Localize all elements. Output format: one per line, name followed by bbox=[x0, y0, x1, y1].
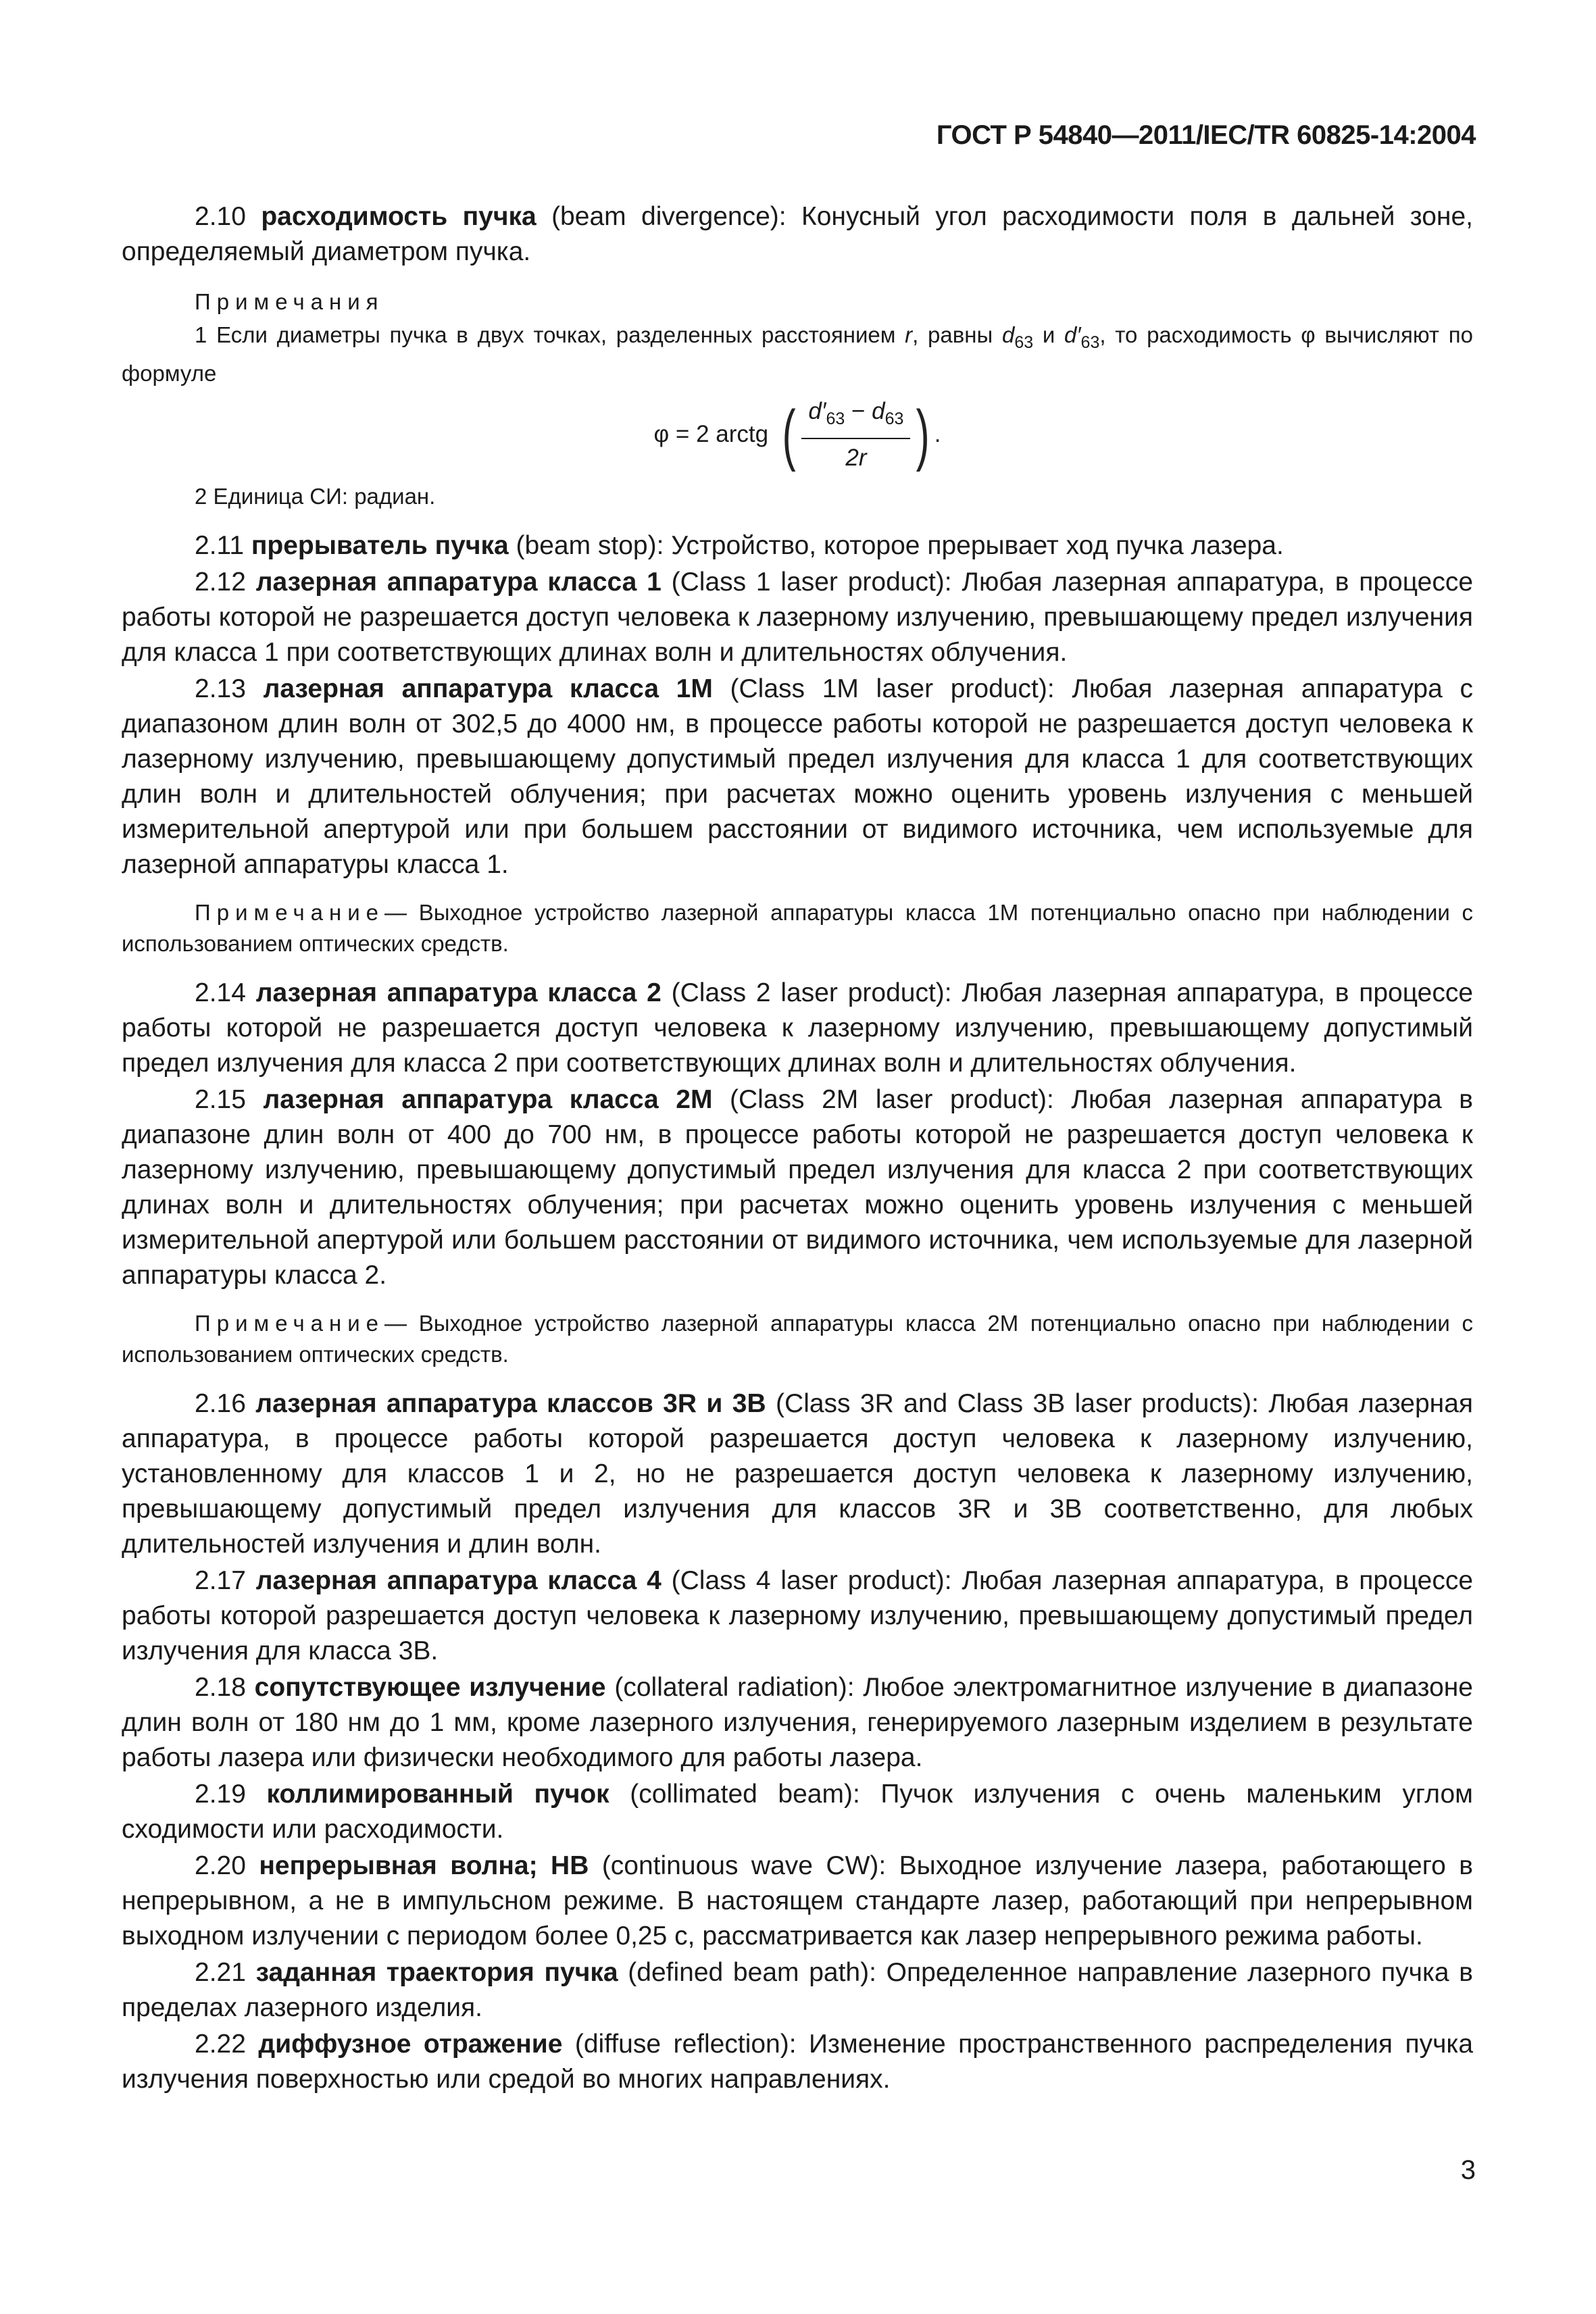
definition: (beam divergence): Конусный угол расходимости поля в дальней зоне, определяемый диаметром пучка. bbox=[122, 202, 1473, 266]
clause-2-22: 2.22 диффузное отражение (diffuse reflection): Изменение пространственного распределения пучка излучения поверхностью или средой во многих направлениях. bbox=[122, 2030, 1474, 2094]
fraction-numerator: $d'_{63} - d_{63}$ bbox=[801, 394, 910, 439]
note-clause-2-15: Примечание— Выходное устройство лазерной аппаратуры класса 2М потенциально опасно при наблюдении с использованием оптических средств. bbox=[122, 1311, 1473, 1367]
note-2: 2 Единица СИ: радиан. bbox=[195, 484, 436, 509]
document-header: ГОСТ Р 54840—2011/IEC/TR 60825-14:2004 bbox=[936, 120, 1476, 150]
clause-2-14: 2.14 лазерная аппаратура класса 2 (Class 2 laser product): Любая лазерная аппаратура, в процессе работы которой не разрешается доступ человека к лазерному излучению, превышающему допустимый предел излучения для класса 2 при соответствующих длинах волн и длительностях облучения. bbox=[122, 978, 1474, 1078]
notes-heading: Примечания bbox=[195, 289, 384, 314]
clause-2-21: 2.21 заданная траектория пучка (defined beam path): Определенное направление лазерного пучка в пределах лазерного изделия. bbox=[122, 1958, 1473, 2022]
clause-2-13: 2.13 лазерная аппаратура класса 1М (Class 1M laser product): Любая лазерная аппаратура с диапазоном длин волн от 302,5 до 4000 нм, в процессе работы которой не разрешается доступ человека к лазерному излучению, превышающему допустимый предел излучения для класса 1 для соответствующих длин волн и длительностей облучения; при расчетах можно оценить уровень излучения с меньшей измерительной апертурой или при большем расстоянии от видимого источника, чем используемые для лазерной аппаратуры класса 1. bbox=[122, 674, 1473, 879]
clause-2-12: 2.12 лазерная аппаратура класса 1 (Class 1 laser product): Любая лазерная аппаратура, в процессе работы которой не разрешается доступ человека к лазерному излучению, превышающему предел излучения для класса 1 при соответствующих длинах волн и длительностях облучения. bbox=[122, 568, 1474, 667]
clause-2-15: 2.15 лазерная аппаратура класса 2М (Class 2M laser product): Любая лазерная аппаратура в диапазоне длин волн от 400 до 700 нм, в процессе работы которой не разрешается доступ человека к лазерному излучению, превышающему допустимый предел излучения для класса 2 при соответствующих длинах волн и длительностях облучения; при расчетах можно оценить уровень излучения с меньшей измерительной апертурой или большем расстоянии от видимого источника, чем используемые для лазерной аппаратуры класса 2. bbox=[122, 1085, 1473, 1290]
fraction-denominator: 2r bbox=[845, 444, 867, 471]
note-1: 1 Если диаметры пучка в двух точках, разделенных расстоянием r, равны $d_{63}$ и $d'_{63}$, то расходимость φ вычисляют по формуле bbox=[122, 322, 1473, 386]
clause-2-19: 2.19 коллимированный пучок (collimated beam): Пучок излучения с очень маленьким углом сходимости или расходимости. bbox=[122, 1780, 1473, 1844]
clause-2-10 bbox=[122, 199, 1473, 270]
document-body bbox=[122, 199, 1473, 2098]
left-paren: ( bbox=[782, 397, 796, 472]
right-paren: ) bbox=[916, 397, 930, 472]
clause-2-20: 2.20 непрерывная волна; НВ (continuous wave CW): Выходное излучение лазера, работающего в непрерывном, а не в импульсном режиме. В настоящем стандарте лазер, работающий при непрерывном выходном излучении с периодом более 0,25 с, рассматривается как лазер непрерывного режима работы. bbox=[122, 1851, 1473, 1951]
formula-lhs: φ = 2 arctg bbox=[653, 421, 769, 447]
formula-fraction bbox=[801, 394, 910, 476]
divergence-formula bbox=[122, 399, 1473, 470]
formula-end: . bbox=[934, 421, 941, 447]
clause-2-16: 2.16 лазерная аппаратура классов 3R и 3B (Class 3R and Class 3B laser products): Любая лазерная аппаратура, в процессе работы которой разрешается доступ человека к лазерному излучению, установленному для классов 1 и 2, но не разрешается доступ человека к лазерному излучению, превышающему допустимый предел излучения для классов 3R и 3B соответственно, для любых длительностей излучения и длин волн. bbox=[122, 1389, 1473, 1559]
clause-2-11: 2.11 прерыватель пучка (beam stop): Устройство, которое прерывает ход пучка лазера. bbox=[195, 531, 1284, 560]
term: расходимость пучка bbox=[261, 202, 537, 231]
page-number: 3 bbox=[1460, 2155, 1476, 2185]
clause-2-18: 2.18 сопутствующее излучение (collateral radiation): Любое электромагнитное излучение в диапазоне длин волн от 180 нм до 1 мм, кроме лазерного излучения, генерируемого лазерным изделием в результате работы лазера или физически необходимого для работы лазера. bbox=[122, 1673, 1473, 1772]
note-clause-2-13: Примечание— Выходное устройство лазерной аппаратуры класса 1М потенциально опасно при наблюдении с использованием оптических средств. bbox=[122, 900, 1473, 956]
clause-2-17: 2.17 лазерная аппаратура класса 4 (Class 4 laser product): Любая лазерная аппаратура, в процессе работы которой разрешается доступ человека к лазерному излучению, превышающему допустимый предел излучения для класса 3B. bbox=[122, 1566, 1474, 1665]
clause-number: 2.10 bbox=[195, 202, 246, 231]
